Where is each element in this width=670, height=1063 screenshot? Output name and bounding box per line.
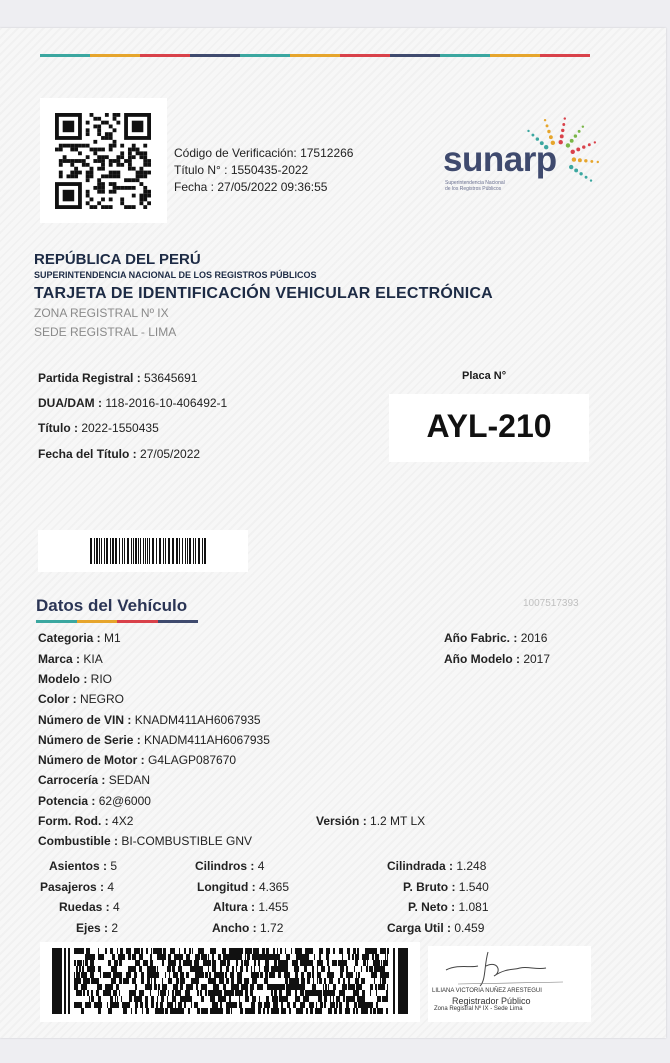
categoria-label: Categoria : xyxy=(38,631,101,645)
barcode-small-box xyxy=(38,530,248,572)
vin-label: Número de VIN : xyxy=(38,713,132,727)
cilindrada-value: 1.248 xyxy=(456,859,487,873)
categoria-value: M1 xyxy=(104,631,121,645)
asientos-label: Asientos : xyxy=(49,859,108,873)
pbruto-label: P. Bruto : xyxy=(403,880,456,894)
dua-label: DUA/DAM : xyxy=(38,396,102,410)
brand-subtitle xyxy=(445,180,525,192)
fecha-value: 27/05/2022 xyxy=(140,447,201,461)
ruedas-label: Ruedas : xyxy=(59,900,110,914)
pneto-value: 1.081 xyxy=(458,900,489,914)
partida-row xyxy=(38,371,197,385)
underline-segment xyxy=(36,620,77,623)
signer-name: LILIANA VICTORIA NUÑEZ ARESTEGUI xyxy=(432,988,542,994)
ancho-row xyxy=(212,921,283,935)
anio-mod-value: 2017 xyxy=(523,652,551,666)
anio-mod-row xyxy=(444,652,550,666)
brand-wordmark: sunarp xyxy=(443,140,557,179)
underline-segment xyxy=(158,620,199,623)
section-underline xyxy=(36,620,198,623)
pneto-row xyxy=(408,900,489,914)
underline-segment xyxy=(117,620,158,623)
categoria-row xyxy=(38,631,121,645)
ruedas-row xyxy=(59,900,120,914)
formrod-label: Form. Rod. : xyxy=(38,814,109,828)
ruedas-value: 4 xyxy=(113,900,120,914)
underline-segment xyxy=(77,620,118,623)
vehicle-section-title: Datos del Vehículo xyxy=(36,596,188,615)
stripe-segment xyxy=(140,54,190,57)
dua-value: 118-2016-10-406492-1 xyxy=(105,396,228,410)
verification-code: Código de Verificación: 17512266 xyxy=(174,146,354,160)
anio-mod-label: Año Modelo : xyxy=(444,652,520,666)
asientos-row xyxy=(49,859,117,873)
motor-row xyxy=(38,753,236,767)
brand-subtitle-line-1: Superintendencia Nacional xyxy=(445,180,505,186)
verification-info xyxy=(174,145,353,196)
color-row xyxy=(38,692,124,706)
marca-row xyxy=(38,652,103,666)
brand-subtitle-line-2: de los Registros Públicos xyxy=(445,186,502,192)
longitud-row xyxy=(197,880,289,894)
version-label: Versión : xyxy=(316,814,367,828)
cilindros-row xyxy=(195,859,264,873)
card-serial: 1007517393 xyxy=(523,598,579,609)
formrod-row xyxy=(38,814,133,828)
anio-fab-value: 2016 xyxy=(520,631,548,645)
cilindros-label: Cilindros : xyxy=(195,859,255,873)
altura-label: Altura : xyxy=(213,900,255,914)
modelo-value: RIO xyxy=(90,672,113,686)
cilindrada-row xyxy=(387,859,486,873)
titulo-row xyxy=(38,421,159,435)
version-value: 1.2 MT LX xyxy=(370,814,426,828)
stripe-segment xyxy=(40,54,90,57)
potencia-value: 62@6000 xyxy=(98,794,151,808)
anio-fab-row xyxy=(444,631,547,645)
pdf417-barcode-icon xyxy=(52,948,408,1014)
vin-value: KNADM411AH6067935 xyxy=(134,713,261,727)
partida-value: 53645691 xyxy=(144,371,198,385)
longitud-label: Longitud : xyxy=(197,880,256,894)
potencia-row xyxy=(38,794,151,808)
combustible-label: Combustible : xyxy=(38,834,118,848)
carga-value: 0.459 xyxy=(454,921,485,935)
color-stripe xyxy=(40,54,590,57)
ancho-value: 1.72 xyxy=(260,921,284,935)
formrod-value: 4X2 xyxy=(112,814,134,828)
stripe-segment xyxy=(540,54,590,57)
anio-fab-label: Año Fabric. : xyxy=(444,631,518,645)
pasajeros-value: 4 xyxy=(107,880,115,894)
color-value: NEGRO xyxy=(80,692,125,706)
signer-office: Zona Registral Nº IX - Sede Lima xyxy=(434,1006,523,1012)
pbruto-row xyxy=(403,880,489,894)
zone-label: ZONA REGISTRAL Nº IX xyxy=(34,306,169,320)
serie-value: KNADM411AH6067935 xyxy=(144,733,270,747)
carga-row xyxy=(387,921,484,935)
signature-block xyxy=(428,946,591,1022)
plate-number: AYL-210 xyxy=(426,408,552,444)
pdf417-barcode-box xyxy=(40,942,420,1022)
carroceria-value: SEDAN xyxy=(108,773,151,787)
ejes-value: 2 xyxy=(111,921,119,935)
serie-row xyxy=(38,733,270,747)
fecha-label: Fecha del Título : xyxy=(38,447,137,461)
carga-label: Carga Util : xyxy=(387,921,452,935)
marca-label: Marca : xyxy=(38,652,81,666)
stripe-segment xyxy=(290,54,340,57)
titulo-label: Título : xyxy=(38,421,78,435)
motor-label: Número de Motor : xyxy=(38,753,145,767)
vin-row xyxy=(38,713,261,727)
qr-code-icon xyxy=(55,113,151,209)
longitud-value: 4.365 xyxy=(258,880,290,894)
pasajeros-row xyxy=(40,880,114,894)
stripe-segment xyxy=(490,54,540,57)
cilindrada-label: Cilindrada : xyxy=(387,859,454,873)
sunarp-logo xyxy=(440,110,600,200)
dua-row xyxy=(38,396,227,410)
document-title: TARJETA DE IDENTIFICACIÓN VEHICULAR ELECTRÓNICA xyxy=(34,285,493,302)
carroceria-row xyxy=(38,773,150,787)
ejes-label: Ejes : xyxy=(76,921,109,935)
pbruto-value: 1.540 xyxy=(458,880,489,894)
color-label: Color : xyxy=(38,692,77,706)
qr-code-box xyxy=(40,98,167,223)
marca-value: KIA xyxy=(83,652,103,666)
ancho-label: Ancho : xyxy=(212,921,257,935)
stripe-segment xyxy=(90,54,140,57)
pasajeros-label: Pasajeros : xyxy=(40,880,105,894)
combustible-value: BI-COMBUSTIBLE GNV xyxy=(121,834,253,848)
pneto-label: P. Neto : xyxy=(408,900,456,914)
signature-icon xyxy=(428,946,588,990)
ejes-row xyxy=(76,921,118,935)
combustible-row xyxy=(38,834,252,848)
issue-date: Fecha : 27/05/2022 09:36:55 xyxy=(174,180,328,194)
partida-label: Partida Registral : xyxy=(38,371,141,385)
stripe-segment xyxy=(240,54,290,57)
barcode-icon xyxy=(90,538,210,564)
stripe-segment xyxy=(390,54,440,57)
version-row xyxy=(316,814,425,828)
potencia-label: Potencia : xyxy=(38,794,96,808)
signer-role: Registrador Público xyxy=(452,996,531,1006)
titulo-value: 2022-1550435 xyxy=(81,421,159,435)
serie-label: Número de Serie : xyxy=(38,733,141,747)
agency-heading: SUPERINTENDENCIA NACIONAL DE LOS REGISTROS PÚBLICOS xyxy=(34,270,317,280)
stripe-segment xyxy=(190,54,240,57)
modelo-row xyxy=(38,672,112,686)
asientos-value: 5 xyxy=(110,859,118,873)
motor-value: G4LAGP087670 xyxy=(148,753,237,767)
altura-row xyxy=(213,900,288,914)
carroceria-label: Carrocería : xyxy=(38,773,106,787)
modelo-label: Modelo : xyxy=(38,672,88,686)
office-label: SEDE REGISTRAL - LIMA xyxy=(34,325,177,339)
stripe-segment xyxy=(340,54,390,57)
title-number: Título N° : 1550435-2022 xyxy=(174,163,309,177)
cilindros-value: 4 xyxy=(257,859,265,873)
plate-box xyxy=(389,394,589,462)
stripe-segment xyxy=(440,54,490,57)
plate-label: Placa N° xyxy=(462,370,507,382)
fecha-row xyxy=(38,447,200,461)
altura-value: 1.455 xyxy=(258,900,289,914)
country-heading: REPÚBLICA DEL PERÚ xyxy=(34,251,201,268)
